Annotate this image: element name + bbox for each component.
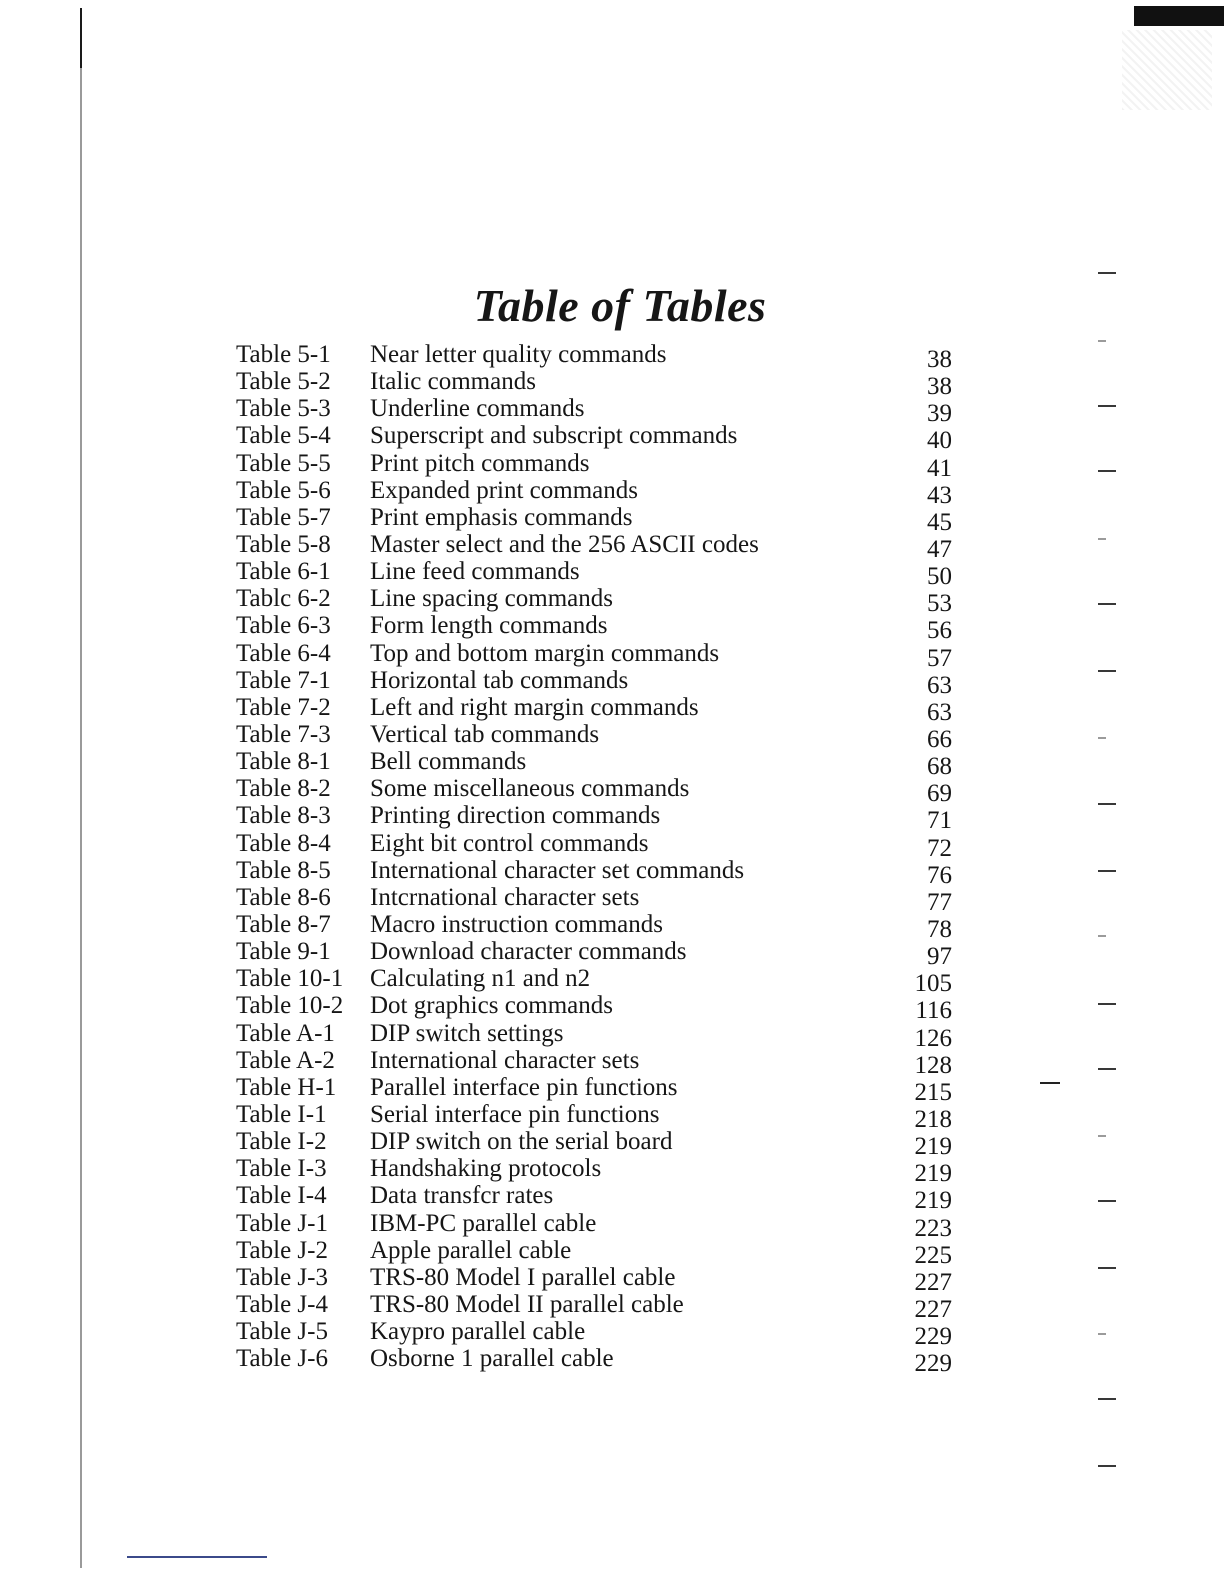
toc-entry-title: IBM-PC parallel cable bbox=[370, 1209, 597, 1237]
toc-entry bbox=[236, 1209, 966, 1242]
toc-entry-label: Table 7-3 bbox=[236, 720, 331, 748]
toc-entry-title: Form length commands bbox=[370, 612, 608, 640]
toc-entry-label: Table J-5 bbox=[236, 1318, 328, 1346]
margin-tick bbox=[1098, 1267, 1116, 1269]
toc-entry bbox=[236, 368, 966, 401]
toc-entry-page: 57 bbox=[927, 644, 952, 672]
toc-entry-title: Master select and the 256 ASCII codes bbox=[370, 530, 759, 558]
toc-entry bbox=[236, 1128, 966, 1161]
margin-tick bbox=[1098, 803, 1116, 805]
toc-entry-label: Table 5-5 bbox=[236, 449, 331, 477]
toc-entry bbox=[236, 1046, 966, 1079]
toc-entry bbox=[236, 1019, 966, 1052]
toc-entry bbox=[236, 503, 966, 536]
toc-entry-label: Table I-2 bbox=[236, 1128, 327, 1156]
toc-entry bbox=[236, 1073, 966, 1106]
toc-entry-title: International character sets bbox=[370, 1046, 640, 1074]
toc-entry-title: Print pitch commands bbox=[370, 449, 590, 477]
toc-entry bbox=[236, 1155, 966, 1188]
toc-entry-title: International character set commands bbox=[370, 856, 745, 884]
toc-entry-title: Italic commands bbox=[370, 368, 536, 396]
toc-entry-page: 45 bbox=[927, 508, 952, 536]
toc-entry-title: Handshaking protocols bbox=[370, 1155, 602, 1183]
toc-entry-title: Underline commands bbox=[370, 395, 585, 423]
toc-entry-page: 72 bbox=[927, 834, 952, 862]
toc-entry-label: Table A-1 bbox=[236, 1019, 335, 1047]
toc-entry-title: Vertical tab commands bbox=[370, 720, 600, 748]
toc-entry-label: Table 5-4 bbox=[236, 422, 331, 450]
margin-tick bbox=[1098, 870, 1116, 872]
toc-entry-title: TRS-80 Model II parallel cable bbox=[370, 1290, 684, 1318]
toc-entry-page: 39 bbox=[927, 400, 952, 428]
toc-entry bbox=[236, 585, 966, 618]
toc-entry-page: 38 bbox=[927, 346, 952, 373]
toc-entry-title: Printing direction commands bbox=[370, 802, 661, 830]
toc-entry-label: Table 8-3 bbox=[236, 802, 331, 830]
toc-entry-page: 218 bbox=[914, 1105, 952, 1133]
toc-entry-title: Near letter quality commands bbox=[370, 341, 667, 368]
toc-entry-title: Top and bottom margin commands bbox=[370, 639, 720, 667]
toc-entry-label: Table 5-1 bbox=[236, 341, 331, 368]
margin-tick bbox=[1098, 1465, 1116, 1467]
toc-entry-label: Table 8-5 bbox=[236, 856, 331, 884]
toc-entry-title: Osborne 1 parallel cable bbox=[370, 1345, 614, 1373]
toc-entry bbox=[236, 449, 966, 482]
toc-entry bbox=[236, 938, 966, 971]
toc-entry-label: Table J-2 bbox=[236, 1236, 328, 1264]
toc-entry-title: Calculating n1 and n2 bbox=[370, 965, 591, 993]
toc-entry-label: Table I-1 bbox=[236, 1100, 327, 1128]
margin-tick bbox=[1098, 1398, 1116, 1400]
toc-entry-page: 227 bbox=[914, 1268, 952, 1296]
toc-entry-label: Table 6-1 bbox=[236, 558, 331, 586]
toc-entry-page: 219 bbox=[914, 1187, 952, 1215]
toc-entry-title: Kaypro parallel cable bbox=[370, 1318, 586, 1346]
toc-entry bbox=[236, 422, 966, 455]
toc-entry-page: 56 bbox=[927, 617, 952, 645]
toc-entry-page: 97 bbox=[927, 943, 952, 971]
toc-entry-title: Parallel interface pin functions bbox=[370, 1073, 678, 1101]
toc-entry-page: 40 bbox=[927, 427, 952, 455]
toc-entry bbox=[236, 965, 966, 998]
margin-tick bbox=[1098, 538, 1106, 540]
toc-entry bbox=[236, 1318, 966, 1351]
toc-entry bbox=[236, 666, 966, 699]
toc-entry-title: Data transfcr rates bbox=[370, 1182, 554, 1210]
toc-entry-title: Serial interface pin functions bbox=[370, 1100, 660, 1128]
toc-entry-label: Table J-3 bbox=[236, 1263, 328, 1291]
toc-entry-page: 78 bbox=[927, 915, 952, 943]
toc-entry-label: Table 8-2 bbox=[236, 775, 331, 803]
toc-entry-title: Expanded print commands bbox=[370, 476, 638, 504]
margin-tick bbox=[1098, 405, 1116, 407]
toc-entry-title: TRS-80 Model I parallel cable bbox=[370, 1263, 676, 1291]
margin-tick bbox=[1098, 272, 1116, 274]
page-corner-tab bbox=[1134, 6, 1224, 26]
toc-entry-page: 76 bbox=[927, 861, 952, 889]
toc-entry-page: 71 bbox=[927, 807, 952, 835]
page-title: Table of Tables bbox=[473, 280, 767, 331]
toc-entry-page: 128 bbox=[914, 1051, 952, 1079]
margin-tick bbox=[1098, 737, 1106, 739]
toc-entry-title: Dot graphics commands bbox=[370, 992, 614, 1020]
toc-entry-page: 229 bbox=[914, 1323, 952, 1351]
toc-entry bbox=[236, 1263, 966, 1296]
toc-entry-page: 63 bbox=[927, 671, 952, 699]
toc-entry-label: Table 7-1 bbox=[236, 666, 331, 694]
toc-entry-label: Table 7-2 bbox=[236, 693, 331, 721]
toc-entry bbox=[236, 558, 966, 591]
toc-entry bbox=[236, 530, 966, 563]
toc-entry-label: Table J-6 bbox=[236, 1345, 328, 1373]
toc-entry-label: Table 8-6 bbox=[236, 883, 331, 911]
toc-entry-label: Table J-1 bbox=[236, 1209, 328, 1237]
page-binding-edge bbox=[80, 8, 82, 1568]
toc-entry-page: 69 bbox=[927, 780, 952, 808]
toc-entry-label: Table 10-1 bbox=[236, 965, 344, 993]
toc-entry-page: 38 bbox=[927, 373, 952, 401]
toc-entry-page: 47 bbox=[927, 535, 952, 563]
toc-entry bbox=[236, 829, 966, 862]
toc-entry bbox=[236, 1182, 966, 1215]
toc-entry-label: Table A-2 bbox=[236, 1046, 335, 1074]
toc-entry-page: 53 bbox=[927, 590, 952, 618]
toc-entry bbox=[236, 775, 966, 808]
toc-entry-title: DIP switch settings bbox=[370, 1019, 564, 1047]
toc-entry-label: Table 5-2 bbox=[236, 368, 331, 396]
toc-entry bbox=[236, 639, 966, 672]
toc-entry bbox=[236, 802, 966, 835]
toc-entry-page: 66 bbox=[927, 725, 952, 753]
toc-entry bbox=[236, 910, 966, 943]
toc-entry-title: Line spacing commands bbox=[370, 585, 613, 613]
toc-entry bbox=[236, 1290, 966, 1323]
toc-entry-label: Table 5-7 bbox=[236, 503, 331, 531]
toc-entry-page: 43 bbox=[927, 481, 952, 509]
toc-entry-label: Table 8-4 bbox=[236, 829, 331, 857]
toc-entry-title: Horizontal tab commands bbox=[370, 666, 629, 694]
toc-entry-page: 215 bbox=[914, 1078, 952, 1106]
toc-entry bbox=[236, 992, 966, 1025]
margin-tick bbox=[1098, 935, 1106, 937]
margin-tick bbox=[1098, 1003, 1116, 1005]
margin-tick bbox=[1098, 1135, 1106, 1137]
toc-entry-page: 229 bbox=[914, 1350, 952, 1378]
toc-entry-page: 105 bbox=[914, 970, 952, 998]
toc-entry-page: 223 bbox=[914, 1214, 952, 1242]
toc-entry bbox=[236, 720, 966, 753]
toc-entry-label: Tablc 6-2 bbox=[236, 585, 331, 613]
toc-entry-page: 126 bbox=[914, 1024, 952, 1052]
toc-entry-title: Some miscellaneous commands bbox=[370, 775, 690, 803]
toc-entry-title: Macro instruction commands bbox=[370, 910, 663, 938]
toc-entry-page: 227 bbox=[914, 1295, 952, 1323]
toc-entry bbox=[236, 1236, 966, 1269]
margin-tick bbox=[1098, 470, 1116, 472]
toc-entry bbox=[236, 1345, 966, 1378]
toc-entry-page: 116 bbox=[915, 997, 952, 1025]
footnote-rule bbox=[127, 1556, 267, 1558]
toc-entry-page: 225 bbox=[914, 1241, 952, 1269]
toc-entry-title: Eight bit control commands bbox=[370, 829, 649, 857]
toc-entry bbox=[236, 612, 966, 645]
toc-entry-page: 63 bbox=[927, 698, 952, 726]
toc-entry-title: Intcrnational character sets bbox=[370, 883, 640, 911]
scan-noise bbox=[1122, 30, 1212, 110]
toc-entry bbox=[236, 341, 966, 373]
toc-entry-page: 219 bbox=[914, 1160, 952, 1188]
toc-entry bbox=[236, 883, 966, 916]
toc-entry bbox=[236, 748, 966, 781]
toc-entry-page: 68 bbox=[927, 753, 952, 781]
toc-entry-title: Download character commands bbox=[370, 938, 687, 966]
margin-tick bbox=[1098, 670, 1116, 672]
toc-entry-label: Table H-1 bbox=[236, 1073, 337, 1101]
toc-entry-title: Line feed commands bbox=[370, 558, 580, 586]
toc-entry-title: Superscript and subscript commands bbox=[370, 422, 738, 450]
toc-entry-label: Table 9-1 bbox=[236, 938, 331, 966]
toc-entry-label: Table 5-8 bbox=[236, 530, 331, 558]
toc-entry-title: Bell commands bbox=[370, 748, 527, 776]
toc-entry-title: DIP switch on the serial board bbox=[370, 1128, 673, 1156]
toc-entry bbox=[236, 476, 966, 509]
toc-entry-title: Apple parallel cable bbox=[370, 1236, 572, 1264]
margin-tick bbox=[1098, 1333, 1106, 1335]
toc-entry bbox=[236, 1100, 966, 1133]
toc-entry-title: Left and right margin commands bbox=[370, 693, 699, 721]
toc-entry bbox=[236, 395, 966, 428]
toc-entry-label: Table 6-4 bbox=[236, 639, 331, 667]
toc-entry-title: Print emphasis commands bbox=[370, 503, 633, 531]
toc-entry-page: 219 bbox=[914, 1133, 952, 1161]
margin-tick bbox=[1098, 603, 1116, 605]
margin-tick bbox=[1098, 1200, 1116, 1202]
toc-entry bbox=[236, 856, 966, 889]
toc-entry-label: Table 6-3 bbox=[236, 612, 331, 640]
margin-tick bbox=[1098, 340, 1106, 342]
toc-entry-label: Table 8-1 bbox=[236, 748, 331, 776]
table-of-tables-list bbox=[236, 341, 966, 1378]
margin-tick bbox=[1098, 1068, 1116, 1070]
toc-entry-page: 50 bbox=[927, 563, 952, 591]
toc-entry-label: Table I-4 bbox=[236, 1182, 327, 1210]
toc-entry bbox=[236, 693, 966, 726]
toc-entry-label: Table 5-3 bbox=[236, 395, 331, 423]
toc-entry-label: Table I-3 bbox=[236, 1155, 327, 1183]
margin-tick bbox=[1040, 1082, 1060, 1084]
toc-entry-label: Table 8-7 bbox=[236, 910, 331, 938]
toc-entry-label: Table 10-2 bbox=[236, 992, 344, 1020]
toc-entry-page: 41 bbox=[927, 454, 952, 482]
toc-entry-label: Table 5-6 bbox=[236, 476, 331, 504]
toc-entry-label: Table J-4 bbox=[236, 1290, 328, 1318]
toc-entry-page: 77 bbox=[927, 888, 952, 916]
